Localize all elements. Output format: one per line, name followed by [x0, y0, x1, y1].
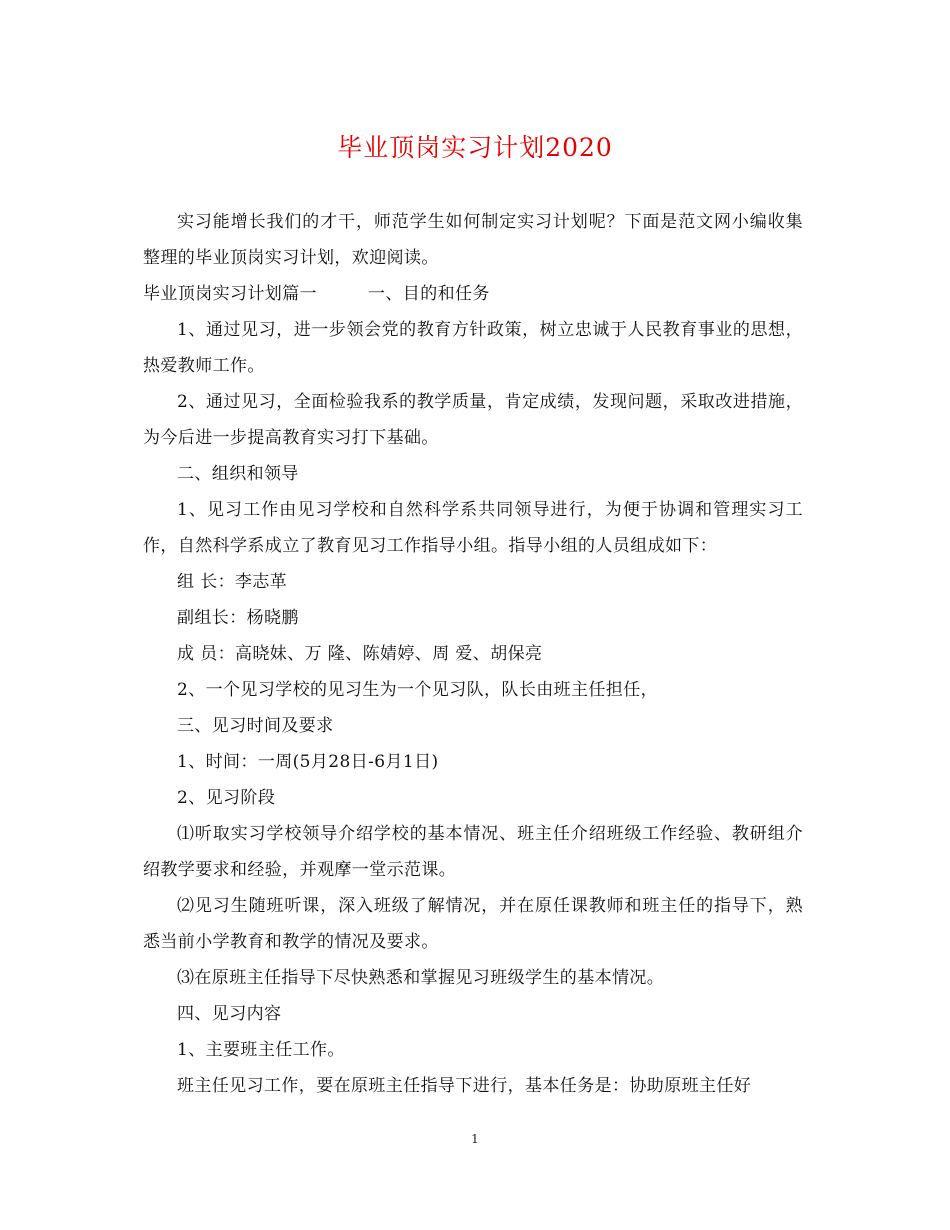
section-two-title: 二、组织和领导 [177, 464, 299, 484]
leader-line: 组 长：李志革 [177, 572, 288, 592]
paragraph-5: ⑴听取实习学校领导介绍学校的基本情况、班主任介绍班级工作经验、教研组介绍教学要求和经验，并观摩一堂示范课。 [143, 824, 803, 880]
deputy-leader-line: 副组长：杨晓鹏 [177, 608, 299, 628]
document-title: 毕业顶岗实习计划2020 [337, 133, 613, 162]
page-number: 1 [471, 1132, 479, 1146]
paragraph-6: ⑵见习生随班听课，深入班级了解情况，并在原任课教师和班主任的指导下，熟悉当前小学教育和教学的情况及要求。 [143, 896, 803, 952]
paragraph-section-heading [143, 276, 803, 312]
section-three-title: 三、见习时间及要求 [177, 716, 334, 736]
paragraph-9: 班主任见习工作，要在原班主任指导下进行，基本任务是：协助原班主任好 [177, 1076, 752, 1096]
paragraph-3: 1、见习工作由见习学校和自然科学系共同领导进行，为便于协调和管理实习工作，自然科学系成立了教育见习工作指导小组。指导小组的人员组成如下： [143, 500, 803, 556]
paragraph-7: ⑶在原班主任指导下尽快熟悉和掌握见习班级学生的基本情况。 [177, 968, 665, 988]
paragraph-8: 1、主要班主任工作。 [177, 1040, 345, 1060]
section-four-title: 四、见习内容 [177, 1004, 282, 1024]
stage-line: 2、见习阶段 [177, 788, 276, 808]
paragraph-4: 2、一个见习学校的见习生为一个见习队，队长由班主任担任， [177, 680, 659, 700]
document-body [143, 204, 803, 1104]
paragraph-1: 1、通过见习，进一步领会党的教育方针政策，树立忠诚于人民教育事业的思想，热爱教师工作。 [143, 320, 803, 376]
paragraph-intro: 实习能增长我们的才干，师范学生如何制定实习计划呢？下面是范文网小编收集整理的毕业顶岗实习计划，欢迎阅读。 [143, 212, 803, 268]
section-one-title: 一、目的和任务 [368, 284, 490, 304]
time-line: 1、时间：一周(5月28日-6月1日) [177, 752, 439, 772]
plan-title-part: 毕业顶岗实习计划篇一 [143, 284, 317, 304]
members-line: 成 员：高晓妹、万 隆、陈婧婷、周 爱、胡保亮 [177, 644, 543, 664]
paragraph-2: 2、通过见习，全面检验我系的教学质量，肯定成绩，发现问题，采取改进措施，为今后进一步提高教育实习打下基础。 [143, 392, 803, 448]
